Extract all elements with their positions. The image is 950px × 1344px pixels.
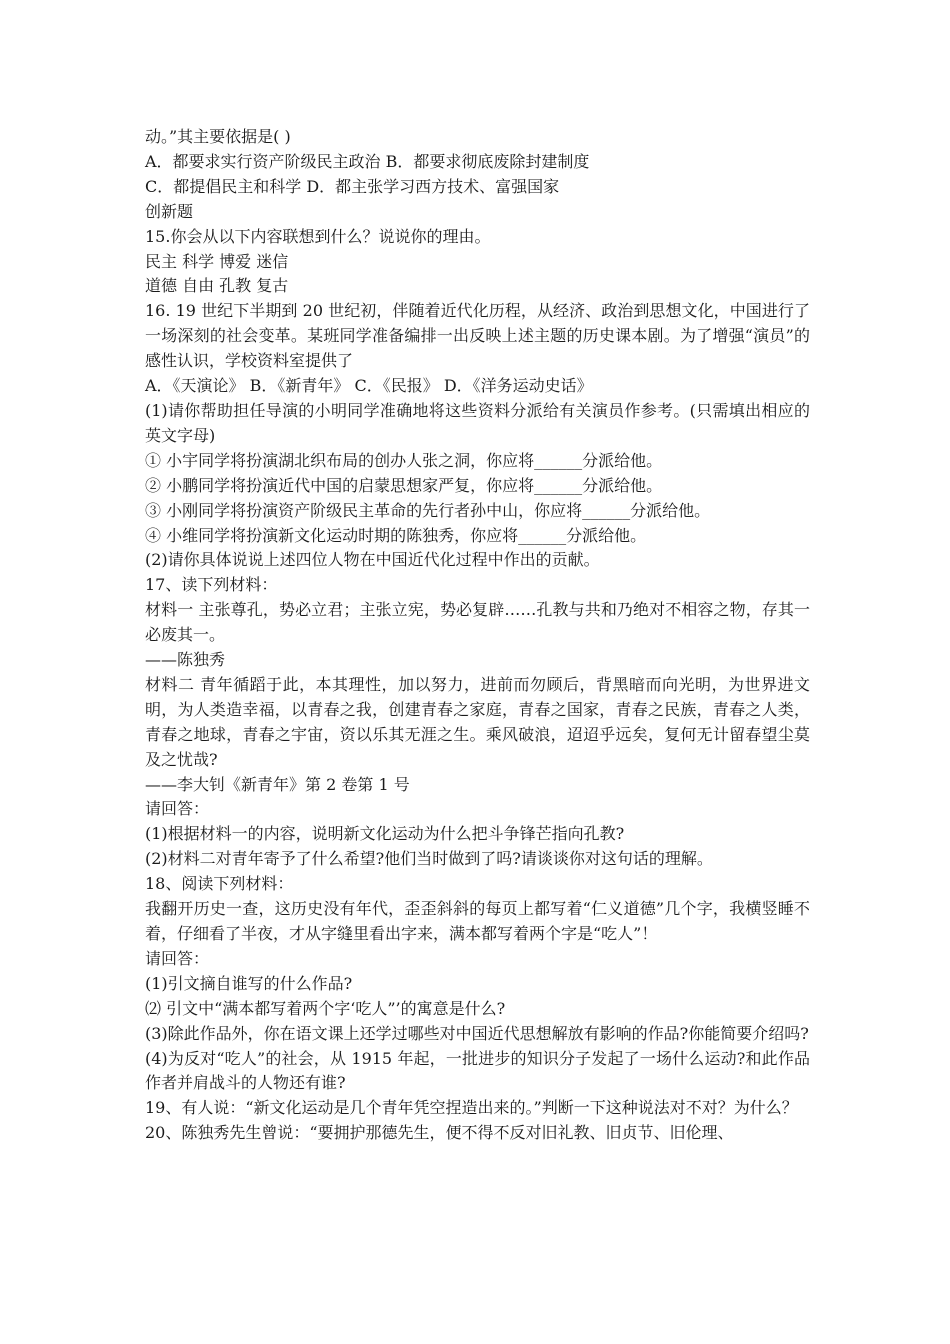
attribution: ——李大钊《新青年》第 2 卷第 1 号 bbox=[145, 774, 410, 794]
text-line: 动。”其主要依据是( ) bbox=[145, 127, 291, 146]
sub-question: (3)除此作品外，你在语文课上还学过哪些对中国近代思想解放有影响的作品?你能简要介绍吗? bbox=[145, 1023, 809, 1043]
sub-question: (1)根据材料一的内容，说明新文化运动为什么把斗争锋芒指向孔教? bbox=[145, 824, 625, 844]
keyword-line: 民主 科学 博爱 迷信 bbox=[145, 251, 289, 271]
question-19: 19、有人说：“新文化运动是几个青年凭空捏造出来的。”判断一下这种说法对不对？为什么？ bbox=[145, 1098, 798, 1118]
material-paragraph: 材料一 主张尊孔，势必立君；主张立宪，势必复辟……孔教与共和乃绝对不相容之物，存其一必废其一。 bbox=[145, 600, 810, 645]
question-16: 16. 19 世纪下半期到 20 世纪初，伴随着近代化历程，从经济、政治到思想文化，中国进行了一场深刻的社会变革。某班同学准备编排一出反映上述主题的历史课本剧。为了增强“演员”的感性认识，学校资料室提供了 bbox=[145, 301, 810, 371]
fill-blank-line: ③ 小刚同学将扮演资产阶级民主革命的先行者孙中山，你应将______分派给他。 bbox=[145, 500, 711, 520]
option-line: C．都提倡民主和科学 D．都主张学习西方技术、富强国家 bbox=[145, 176, 560, 196]
prompt-line: 请回答： bbox=[145, 799, 210, 819]
fill-blank-line: ① 小宇同学将扮演湖北织布局的创办人张之洞，你应将______分派给他。 bbox=[145, 450, 663, 470]
keyword-line: 道德 自由 孔教 复古 bbox=[145, 276, 289, 296]
sub-question: (1)请你帮助担任导演的小明同学准确地将这些资料分派给有关演员作参考。(只需填出相应的英文字母) bbox=[145, 400, 810, 445]
fill-blank-line: ② 小鹏同学将扮演近代中国的启蒙思想家严复，你应将______分派给他。 bbox=[145, 475, 663, 495]
document-body bbox=[145, 125, 810, 1146]
prompt-line: 请回答： bbox=[145, 948, 210, 968]
fill-blank-line: ④ 小维同学将扮演新文化运动时期的陈独秀，你应将______分派给他。 bbox=[145, 525, 647, 545]
option-line: A．都要求实行资产阶级民主政治 B．都要求彻底废除封建制度 bbox=[145, 151, 590, 171]
sub-question: (2)材料二对青年寄予了什么希望?他们当时做到了吗?请谈谈你对这句话的理解。 bbox=[145, 849, 713, 869]
section-heading: 创新题 bbox=[145, 201, 194, 221]
material-paragraph: 材料二 青年循蹈于此，本其理性，加以努力，进前而勿顾后，背黑暗而向光明，为世界进文明，为人类造幸福，以青春之我，创建青春之家庭，青春之国家，青春之民族，青春之人类，青春之地球，青春之宇宙，资以乐其无涯之生。乘风破浪，迢迢乎远矣，复何无计留春望尘莫及之忧哉? bbox=[145, 674, 810, 769]
sub-question: (2)请你具体说说上述四位人物在中国近代化过程中作出的贡献。 bbox=[145, 550, 600, 570]
question-17: 17、读下列材料： bbox=[145, 575, 278, 595]
question-20: 20、陈独秀先生曾说：“要拥护那德先生，便不得不反对旧礼教、旧贞节、旧伦理、 bbox=[145, 1123, 734, 1143]
attribution: ——陈独秀 bbox=[145, 650, 226, 670]
sub-question: ⑵ 引文中“满本都写着两个字‘吃人”’的寓意是什么? bbox=[145, 998, 506, 1018]
sub-question: (4)为反对“吃人”的社会，从 1915 年起，一批进步的知识分子发起了一场什么运动?和此作品作者并肩战斗的人物还有谁? bbox=[145, 1048, 810, 1093]
option-line: A．《天演论》 B．《新青年》 C．《民报》 D．《洋务运动史话》 bbox=[145, 376, 593, 396]
material-paragraph: 我翻开历史一查，这历史没有年代，歪歪斜斜的每页上都写着“仁义道德”几个字，我横竖睡不着，仔细看了半夜，才从字缝里看出字来，满本都写着两个字是“吃人”！ bbox=[145, 899, 810, 943]
sub-question: (1)引文摘自谁写的什么作品? bbox=[145, 973, 353, 993]
question-15: 15.你会从以下内容联想到什么？说说你的理由。 bbox=[145, 226, 491, 246]
question-18: 18、阅读下列材料： bbox=[145, 874, 294, 894]
